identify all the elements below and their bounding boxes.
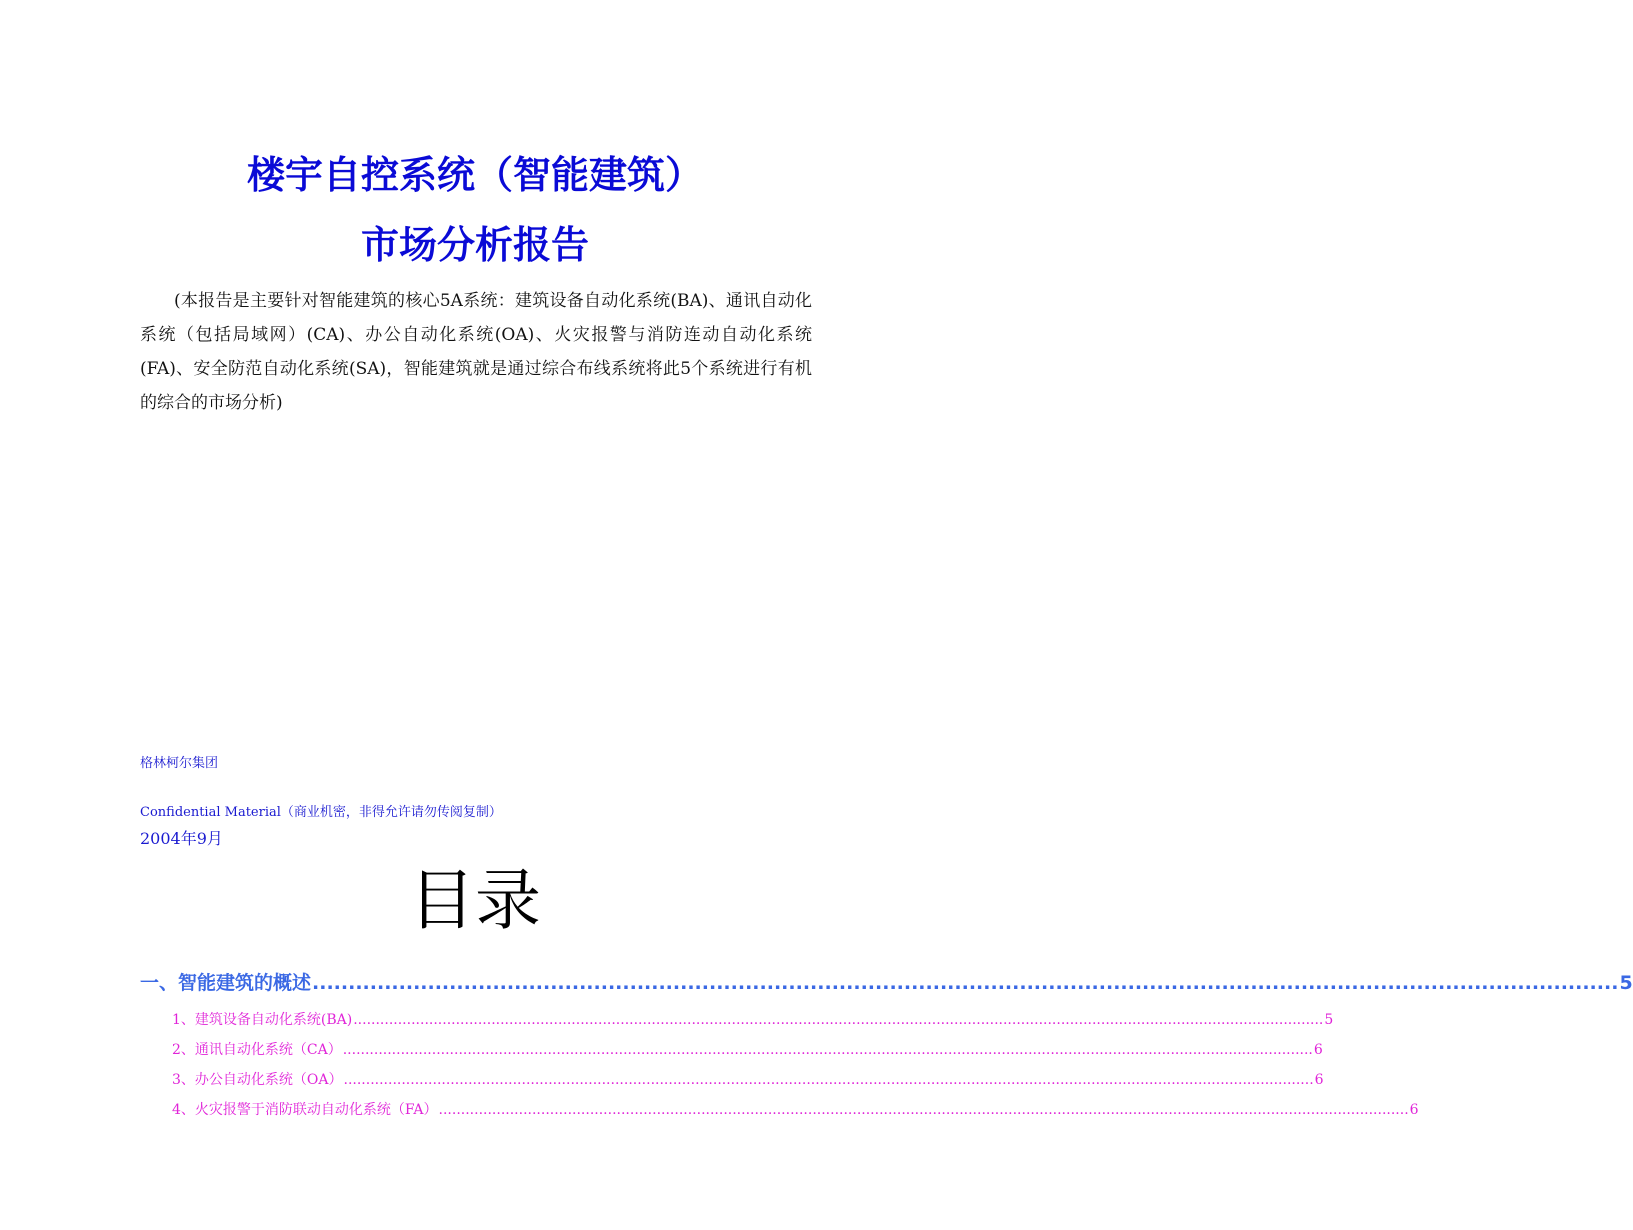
toc-leader-dots: .......................................................................................................................................................................................................................... [343,1072,1314,1088]
toc-leader-dots: .......................................................................................................................................................................................................................... [342,1042,1313,1058]
toc-leader-dots: .......................................................................................................................................................................................................................... [438,1102,1409,1118]
company-name: 格林柯尔集团 [140,756,219,771]
toc-entry-level2[interactable] [172,1040,1323,1060]
toc-heading: 目录 [409,862,541,939]
toc-entry-label: 2、通讯自动化系统（CA） [172,1042,342,1058]
toc-entry-page: 6 [1409,1102,1419,1118]
report-date: 2004年9月 [140,829,223,848]
toc-entry-level2[interactable] [172,1070,1324,1090]
toc-entry-level2[interactable] [172,1010,1334,1030]
toc-entry-label: 4、火灾报警于消防联动自动化系统（FA） [172,1102,438,1118]
confidential-notice: Confidential Material（商业机密，非得允许请勿传阅复制） [140,805,502,820]
report-title-line-1: 楼宇自控系统（智能建筑） [246,153,703,197]
toc-entry-label: 1、建筑设备自动化系统(BA) [172,1012,353,1028]
toc-entry-label: 一、智能建筑的概述 [140,972,312,994]
toc-entry-label: 3、办公自动化系统（OA） [172,1072,343,1088]
toc-leader-dots: ..................................................................................................................................................................................... [312,972,1619,994]
toc-entry-page: 6 [1314,1072,1324,1088]
toc-entry-page: 6 [1313,1042,1323,1058]
toc-entry-level1[interactable] [140,970,1633,996]
toc-entry-page: 5 [1324,1012,1334,1028]
report-title-line-2: 市场分析报告 [360,223,589,267]
toc-entry-level2[interactable] [172,1100,1419,1120]
report-intro-paragraph: (本报告是主要针对智能建筑的核心5A系统：建筑设备自动化系统(BA)、通讯自动化系统（包括局域网）(CA)、办公自动化系统(OA)、火灾报警与消防连动自动化系统(FA)、安全防范自动化系统(SA)，智能建筑就是通过综合布线系统将此5个系统进行有机的综合的市场分析) [140,291,812,413]
toc-entry-page: 5 [1619,972,1633,994]
toc-leader-dots: .......................................................................................................................................................................................................................... [353,1012,1324,1028]
